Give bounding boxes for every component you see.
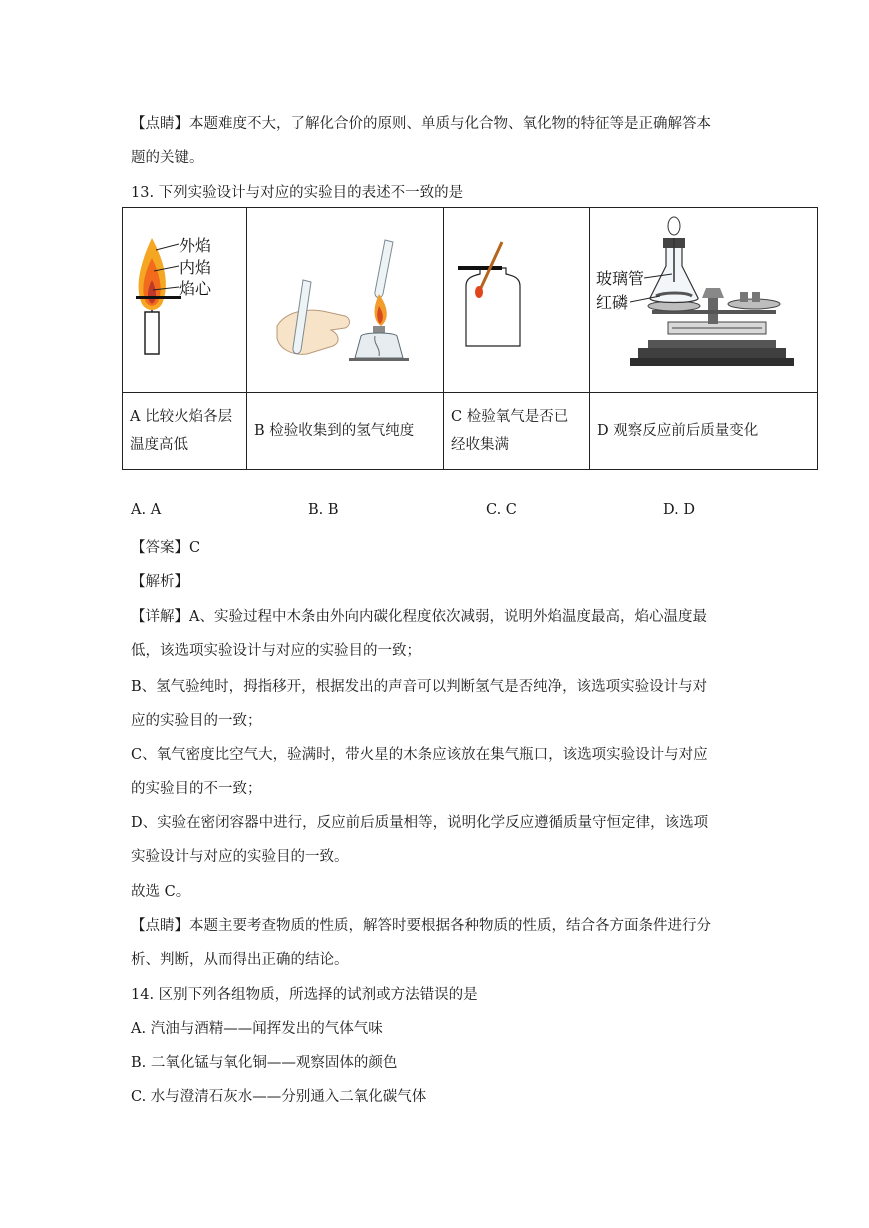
- caption-b-text: B 检验收集到的氢气纯度: [254, 423, 415, 439]
- detail-line: 析、判断，从而得出正确的结论。: [131, 952, 349, 968]
- oxygen-check-figure: [444, 208, 589, 382]
- q13-stem: 13. 下列实验设计与对应的实验目的表述不一致的是: [131, 185, 464, 201]
- figure-d-cell: [590, 208, 818, 393]
- caption-a-line1: A 比较火焰各层: [130, 409, 233, 425]
- red-phosphorus-label: 红磷: [596, 293, 629, 312]
- caption-a: [123, 393, 247, 470]
- q14-option-a: A. 汽油与酒精——闻挥发出的气体气味: [131, 1021, 383, 1037]
- flame-inner-label: 内焰: [179, 258, 212, 277]
- figure-b-cell: [247, 208, 444, 393]
- experiment-table: [122, 207, 818, 470]
- detail-line: C、氧气密度比空气大，验满时，带火星的木条应该放在集气瓶口，该选项实验设计与对应: [131, 747, 708, 763]
- caption-d-text: D 观察反应前后质量变化: [597, 423, 759, 439]
- detail-line: 应的实验目的一致；: [131, 713, 262, 729]
- caption-c-line2: 经收集满: [451, 437, 509, 453]
- caption-c-line1: C 检验氧气是否已: [451, 409, 569, 425]
- detail-line: 故选 C。: [131, 884, 191, 900]
- detail-line: 的实验目的不一致；: [131, 781, 262, 797]
- balance-figure: [590, 208, 817, 382]
- q14-option-b: B. 二氧化锰与氧化铜——观察固体的颜色: [131, 1055, 398, 1071]
- hydrogen-test-figure: [247, 208, 443, 382]
- detail-line: 【点睛】本题主要考查物质的性质，解答时要根据各种物质的性质，结合各方面条件进行分: [131, 918, 711, 934]
- caption-a-line2: 温度高低: [130, 437, 188, 453]
- q13-analysis-title: 【解析】: [131, 574, 189, 590]
- q14-stem: 14. 区别下列各组物质，所选择的试剂或方法错误的是: [131, 987, 478, 1003]
- flame-core-label: 焰心: [179, 279, 212, 298]
- intro-line-1: 【点睛】本题难度不大，了解化合价的原则、单质与化合物、氧化物的特征等是正确解答本: [131, 116, 711, 132]
- caption-c: [444, 393, 590, 470]
- detail-line: B、氢气验纯时，拇指移开，根据发出的声音可以判断氢气是否纯净，该选项实验设计与对: [131, 679, 708, 695]
- figure-c-cell: [444, 208, 590, 393]
- q13-answer: 【答案】C: [131, 540, 201, 556]
- q13-option-d: D. D: [663, 502, 695, 518]
- caption-b: [247, 393, 444, 470]
- detail-line: D、实验在密闭容器中进行，反应前后质量相等，说明化学反应遵循质量守恒定律，该选项: [131, 815, 709, 831]
- q14-option-c: C. 水与澄清石灰水——分别通入二氧化碳气体: [131, 1089, 427, 1105]
- intro-line-2: 题的关键。: [131, 150, 204, 166]
- detail-line: 低，该选项实验设计与对应的实验目的一致；: [131, 643, 421, 659]
- detail-line: 【详解】A、实验过程中木条由外向内碳化程度依次减弱，说明外焰温度最高，焰心温度最: [131, 609, 707, 625]
- caption-d: [590, 393, 818, 470]
- flame-outer-label: 外焰: [179, 236, 212, 255]
- glass-tube-label: 玻璃管: [596, 269, 645, 288]
- q13-option-a: A. A: [131, 502, 162, 518]
- q13-option-c: C. C: [486, 502, 517, 518]
- candle-flame-figure: [123, 208, 246, 382]
- q13-option-b: B. B: [308, 502, 339, 518]
- figure-a-cell: [123, 208, 247, 393]
- detail-line: 实验设计与对应的实验目的一致。: [131, 849, 349, 865]
